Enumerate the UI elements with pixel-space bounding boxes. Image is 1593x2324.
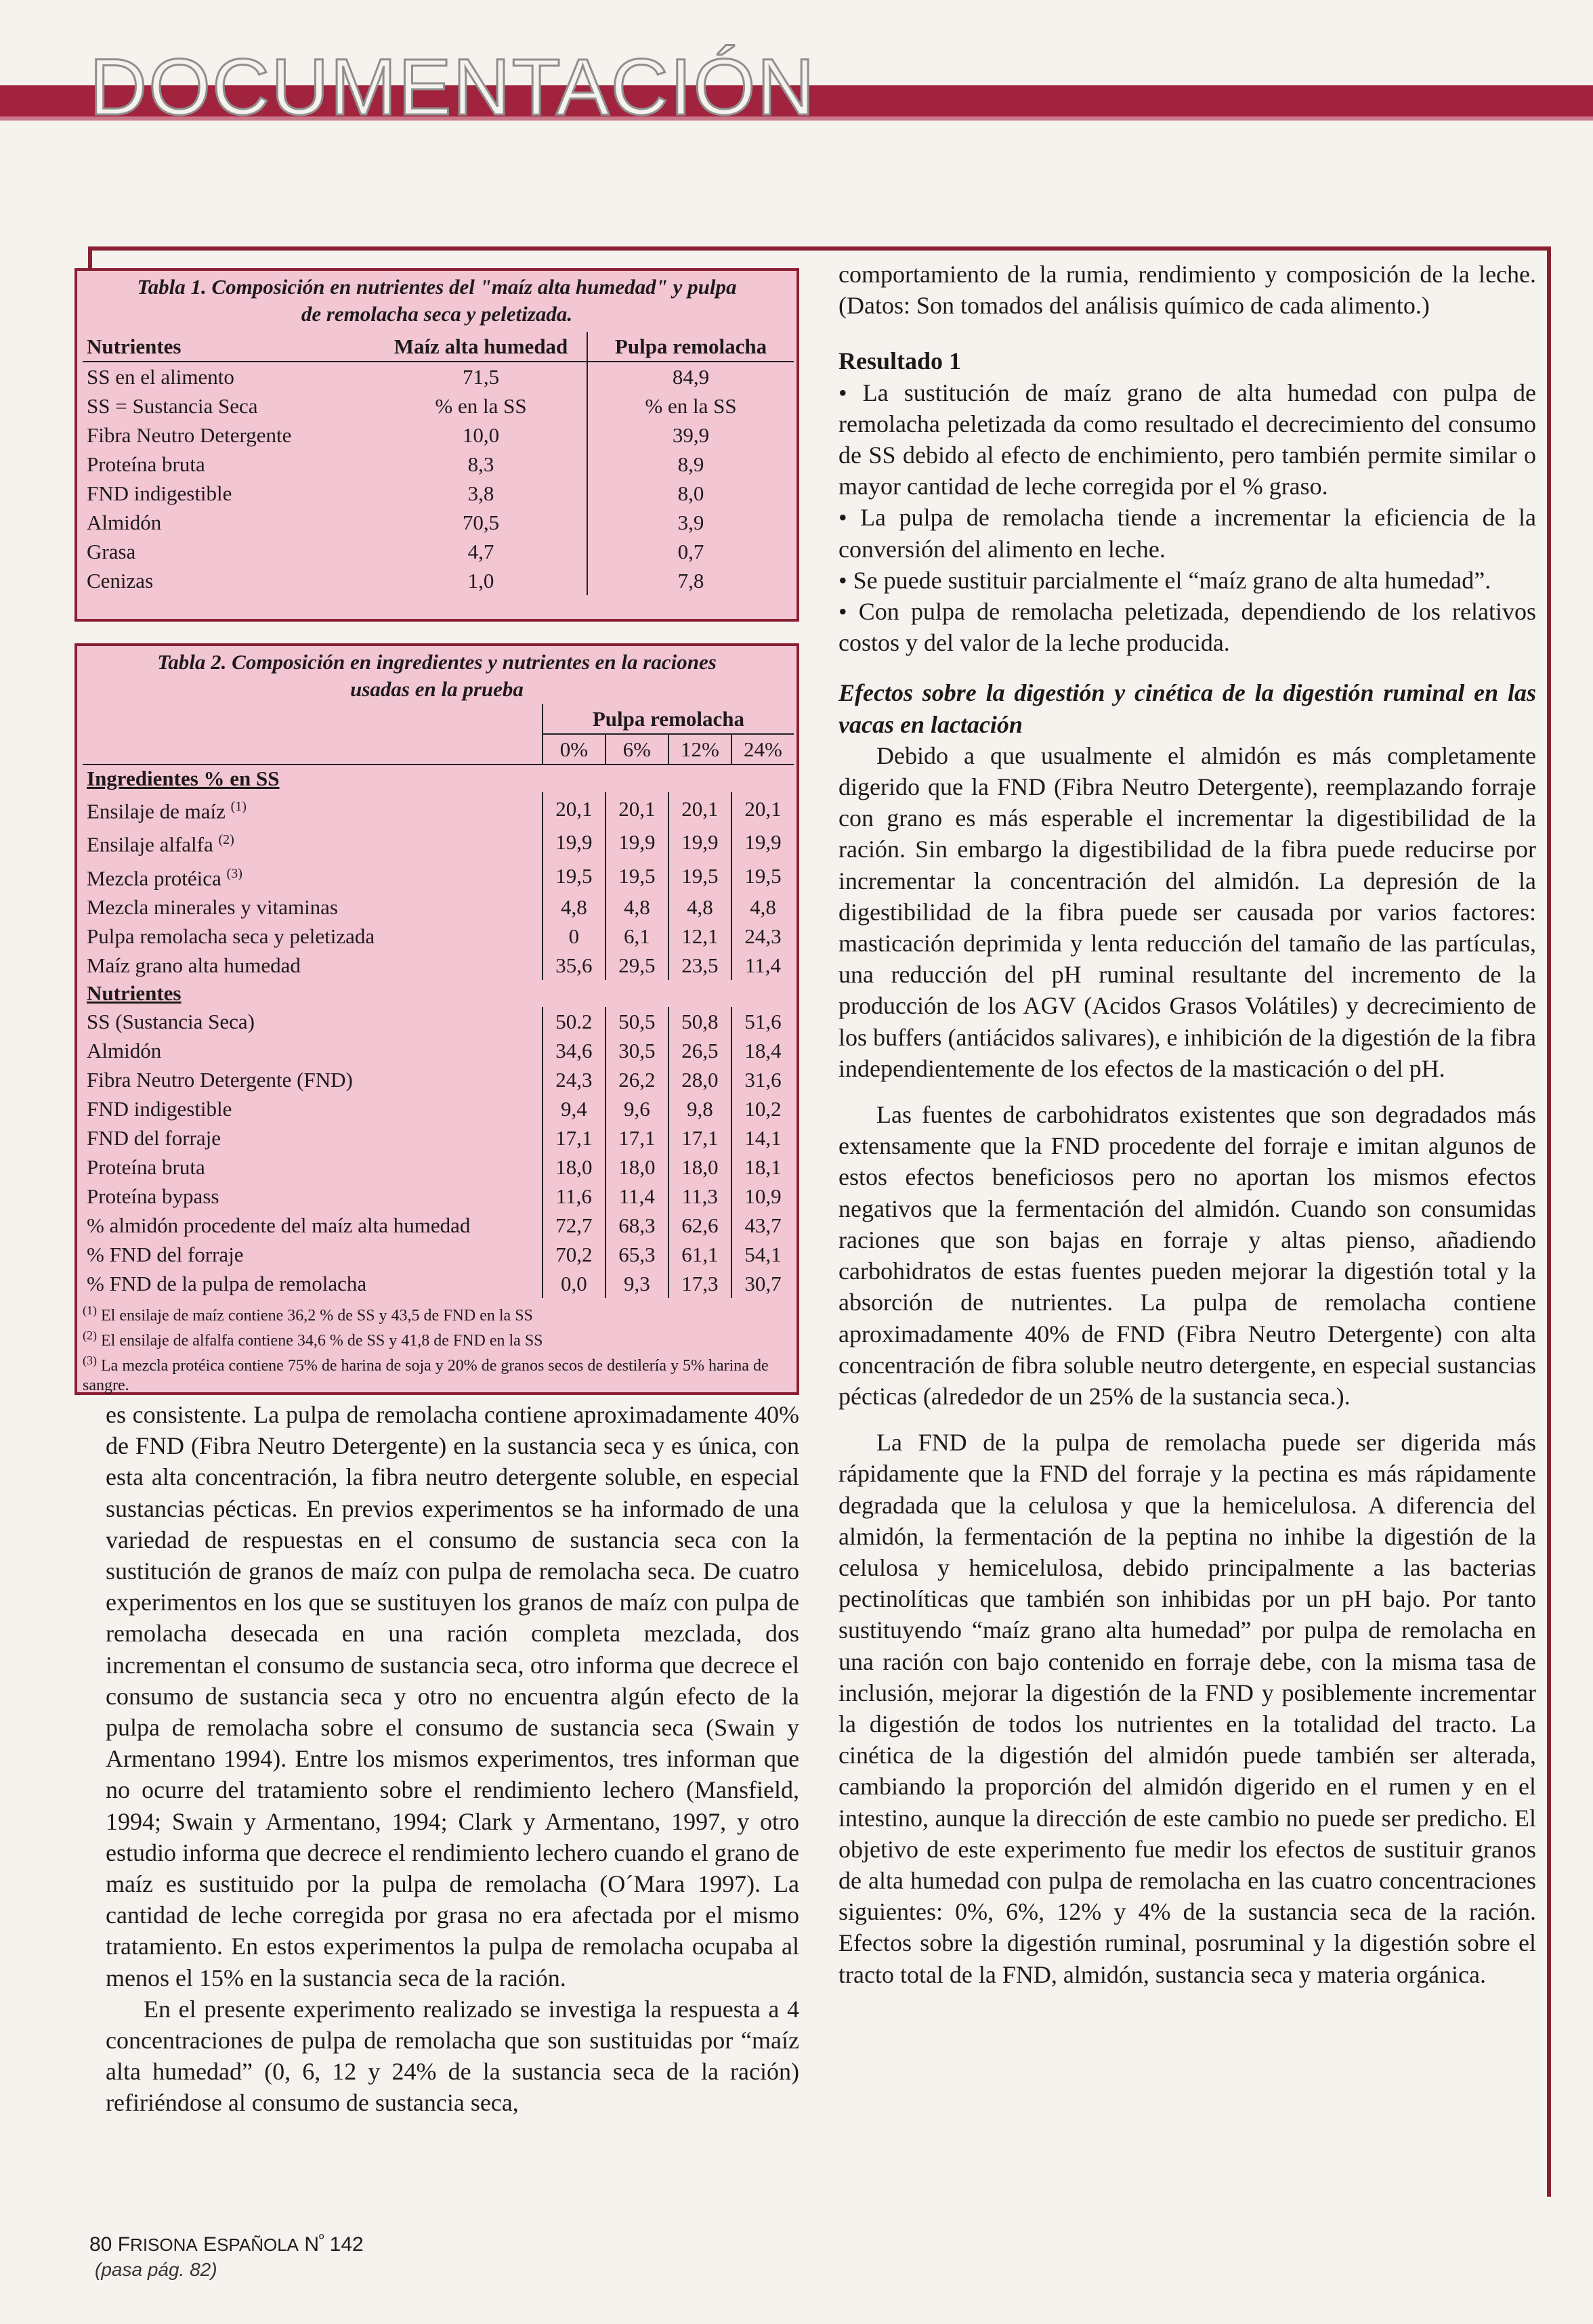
table-cell: 8,3 <box>467 452 494 476</box>
footnote-mark: (1) <box>230 799 247 814</box>
table-cell: 17,1 <box>543 1123 606 1153</box>
table-cell: 10,0 <box>462 423 500 447</box>
table-cell: 39,9 <box>587 421 794 450</box>
table-cell: 11,4 <box>606 1182 668 1211</box>
table-cell: 7,8 <box>587 566 794 595</box>
issue-part: º <box>319 2232 324 2247</box>
table-cell: 26,2 <box>606 1065 668 1094</box>
table-2-ingredients <box>83 792 794 980</box>
bullet-text: La sustitución de maíz grano de alta humedad con pulpa de remolacha peletizada da como resultado el decrecimiento del consumo de SS debido al efecto de enchimiento, pero también permite similar o mayor cantidad de leche corregida por el % graso. <box>838 379 1536 500</box>
table-cell: 18,4 <box>731 1036 794 1065</box>
table-row <box>83 825 794 859</box>
table-cell: 19,5 <box>606 859 668 892</box>
table-cell: 14,1 <box>731 1123 794 1153</box>
table-1-header: Nutrientes <box>87 335 182 358</box>
table-2-caption-line: Tabla 2. Composición en ingredientes y nutrientes en la raciones <box>157 650 717 674</box>
table-cell: 61,1 <box>668 1240 731 1269</box>
table-cell: 0,0 <box>543 1269 606 1298</box>
table-1-header: Pulpa remolacha <box>587 332 794 362</box>
table-cell: 18,0 <box>668 1153 731 1182</box>
table-cell: 62,6 <box>668 1211 731 1240</box>
table-cell-label: Almidón <box>87 1038 162 1062</box>
bullet-item <box>838 596 1536 658</box>
table-cell-label: Ensilaje de maíz $^{(1)}$ <box>87 799 247 823</box>
table-row <box>83 1240 794 1269</box>
table-row <box>83 1094 794 1123</box>
footnote-mark: (3) <box>83 1353 97 1367</box>
bullet-item <box>838 377 1536 502</box>
table-row <box>83 362 794 391</box>
footnote-mark: (2) <box>218 832 234 848</box>
magazine-name-part: F <box>117 2233 131 2256</box>
table-cell-label: Maíz grano alta humedad <box>87 953 301 977</box>
table-cell: 19,5 <box>668 859 731 892</box>
table-cell-label: FND indigestible <box>87 481 232 505</box>
table-cell-label: Grasa <box>87 540 136 563</box>
table-cell: 0 <box>543 922 606 951</box>
table-cell-label: Almidón <box>87 511 162 534</box>
table-1-body <box>83 362 794 595</box>
table-cell: 51,6 <box>731 1007 794 1036</box>
bullet-icon: • <box>838 379 863 406</box>
footnote-mark: (1) <box>83 1303 97 1317</box>
table-cell: 4,8 <box>606 892 668 922</box>
table-cell-label: Mezcla protéica $^{(3)}$ <box>87 865 242 890</box>
table-row <box>83 479 794 508</box>
table-note <box>83 1301 791 1326</box>
table-2-caption <box>83 649 791 703</box>
table-cell: 18,0 <box>543 1153 606 1182</box>
result-bullets <box>838 377 1536 659</box>
section-title: DOCUMENTACIÓN <box>89 43 816 132</box>
table-1-header: Maíz alta humedad <box>394 335 568 358</box>
table-2 <box>75 643 799 1395</box>
table-cell: 9,6 <box>606 1094 668 1123</box>
table-cell: 0,7 <box>587 537 794 566</box>
table-2-section-title: Ingredientes % en SS <box>87 767 280 790</box>
bullet-icon: • <box>838 598 859 626</box>
table-row <box>83 892 794 922</box>
section-subhead: Efectos sobre la digestión y cinética de la digestión ruminal en las vacas en lactación <box>838 679 1536 738</box>
table-cell: 20,1 <box>731 792 794 825</box>
bullet-icon: • <box>838 504 861 532</box>
table-cell: 19,9 <box>543 825 606 859</box>
table-note-text: La mezcla protéica contiene 75% de harina de soja y 20% de granos secos de destilería y 5% harina de sangre. <box>83 1356 769 1394</box>
table-row <box>83 1211 794 1240</box>
page-footer <box>89 2232 364 2256</box>
table-cell: 54,1 <box>731 1240 794 1269</box>
table-row <box>83 1065 794 1094</box>
table-cell: 12,1 <box>668 922 731 951</box>
page-number: 80 <box>89 2233 112 2256</box>
table-row <box>83 508 794 537</box>
bullet-text: Se puede sustituir parcialmente el “maíz grano de alta humedad”. <box>853 566 1491 594</box>
table-cell-label: % FND de la pulpa de remolacha <box>87 1271 367 1295</box>
table-cell: 17,1 <box>606 1123 668 1153</box>
table-cell: 3,8 <box>467 481 494 505</box>
table-cell-label: % almidón procedente del maíz alta humedad <box>87 1213 471 1237</box>
paragraph: La FND de la pulpa de remolacha puede ser digerida más rápidamente que la FND del forraje y la pectina es más rápidamente degradada que la celulosa y que la hemicelulosa. A diferencia del almidón, la fermentación de la peptina no inhibe la digestión de la celulosa y hemicelulosa, debido principalmente a las bacterias pectinolíticas que también son inhibidas por un pH bajo. Por tanto sustituyendo “maíz grano alta humedad” por pulpa de remolacha en una ración con bajo contenido en forraje debe, con la misma tasa de inclusión, mejorar la digestión de la FND y posiblemente incrementar la digestión de todos los nutrientes en la totalidad del tracto. La cinética de la digestión del almidón puede también ser alterada, cambiando la proporción del almidón digerido en el rumen y en el intestino, aunque la dirección de este cambio no puede ser predicho. El objetivo de este experimento fue medir los efectos de sustituir granos de alta humedad con pulpa de remolacha en las cuatro concentraciones siguientes: 0%, 6%, 12% y 4% de la sustancia seca de la ración. Efectos sobre la digestión ruminal, posruminal y la digestión sobre el tracto total de la FND, almidón, sustancia seca y materia orgánica. <box>838 1429 1536 1988</box>
table-cell: 30,5 <box>606 1036 668 1065</box>
table-cell: 9,4 <box>543 1094 606 1123</box>
table-cell: 17,3 <box>668 1269 731 1298</box>
magazine-name-part: RISONA <box>130 2235 198 2255</box>
table-cell: 19,5 <box>731 859 794 892</box>
table-cell: 20,1 <box>606 792 668 825</box>
table-row <box>83 1269 794 1298</box>
table-note <box>83 1326 791 1351</box>
table-cell: 1,0 <box>467 569 494 593</box>
table-2-section-title: Nutrientes <box>87 981 182 1005</box>
table-cell: 29,5 <box>606 951 668 980</box>
table-cell: 50,5 <box>606 1007 668 1036</box>
paragraph: comportamiento de la rumia, rendimiento y composición de la leche. (Datos: Son tomados del análisis químico de cada alimento.) <box>838 261 1536 320</box>
table-cell: % en la SS <box>587 391 794 421</box>
table-cell-label: Fibra Neutro Detergente (FND) <box>87 1067 353 1092</box>
table-cell: 30,7 <box>731 1269 794 1298</box>
table-cell-label: Fibra Neutro Detergente <box>87 423 292 447</box>
table-cell: 8,9 <box>587 450 794 479</box>
table-cell-label: Pulpa remolacha seca y peletizada <box>87 924 375 948</box>
magazine-name-part: SPAÑOLA <box>217 2235 299 2255</box>
table-cell: 65,3 <box>606 1240 668 1269</box>
issue-number: 142 <box>324 2233 364 2256</box>
table-note <box>83 1351 791 1396</box>
table-1 <box>75 268 799 622</box>
table-cell: 31,6 <box>731 1065 794 1094</box>
table-note-text: El ensilaje de maíz contiene 36,2 % de SS y 43,5 de FND en la SS <box>97 1306 533 1325</box>
magazine-name <box>118 2233 364 2256</box>
table-cell: 10,9 <box>731 1182 794 1211</box>
bullet-text: La pulpa de remolacha tiende a incrementar la eficiencia de la conversión del alimento en leche. <box>838 504 1537 563</box>
table-row <box>83 951 794 980</box>
table-cell: 11,4 <box>731 951 794 980</box>
table-cell-label: Ensilaje alfalfa $^{(2)}$ <box>87 832 234 857</box>
table-1-caption <box>83 274 791 328</box>
table-cell: 20,1 <box>543 792 606 825</box>
table-row <box>83 859 794 892</box>
table-cell-label: FND indigestible <box>87 1096 232 1121</box>
table-cell: 35,6 <box>543 951 606 980</box>
table-cell-label: Cenizas <box>87 569 154 593</box>
table-cell: 26,5 <box>668 1036 731 1065</box>
table-cell-label: SS = Sustancia Seca <box>87 394 258 418</box>
paragraph: En el presente experimento realizado se investiga la respuesta a 4 concentraciones de pulpa de remolacha que son sustituidas por “maíz alta humedad” (0, 6, 12 y 24% de la sustancia seca de la ración) refiriéndose al consumo de sustancia seca, <box>106 1995 799 2117</box>
table-cell: 6,1 <box>606 922 668 951</box>
table-cell: 19,9 <box>606 825 668 859</box>
table-cell: 43,7 <box>731 1211 794 1240</box>
table-cell-label: Proteína bypass <box>87 1184 219 1208</box>
table-cell: 70,2 <box>543 1240 606 1269</box>
table-note-text: El ensilaje de alfalfa contiene 34,6 % de SS y 41,8 de FND en la SS <box>97 1331 543 1350</box>
table-2-col-header: 6% <box>606 734 668 765</box>
table-2-col-header: 12% <box>668 734 731 765</box>
table-cell: 19,9 <box>731 825 794 859</box>
bullet-text: Con pulpa de remolacha peletizada, dependiendo de los relativos costos y del valor de la leche producida. <box>838 598 1536 657</box>
table-cell-label: Proteína bruta <box>87 452 205 476</box>
table-cell-label: SS (Sustancia Seca) <box>87 1009 255 1033</box>
table-cell: 19,9 <box>668 825 731 859</box>
table-cell: 84,9 <box>587 362 794 391</box>
table-row <box>83 1036 794 1065</box>
table-row <box>83 1007 794 1036</box>
table-cell: 10,2 <box>731 1094 794 1123</box>
magazine-name-part: E <box>197 2233 217 2256</box>
table-cell: 4,8 <box>668 892 731 922</box>
table-cell: 34,6 <box>543 1036 606 1065</box>
table-cell: 28,0 <box>668 1065 731 1094</box>
table-cell: 9,8 <box>668 1094 731 1123</box>
bullet-icon: • <box>838 566 853 594</box>
paragraph: Debido a que usualmente el almidón es más completamente digerido que la FND (Fibra Neutro Detergente), reemplazando forraje con grano es más esperable el incrementar la digestibilidad de la ración. Sin embargo la digestibilidad de la fibra puede reducirse por incrementar la concentración del almidón. La depresión de la digestibilidad de la fibra puede ser causada por varios factores: masticación deprimida y lenta reducción del tamaño de las partículas, una reducción del pH ruminal resultante del incremento de la producción de los AGV (Acidos Grasos Volátiles) y decrecimiento de los buffers (antiácidos salivares), e inhibición de la digestión de la fibra independientemente de los efectos de la masticación o del pH. <box>838 741 1536 1082</box>
table-2-col-header: 0% <box>543 734 606 765</box>
paragraph: Las fuentes de carbohidratos existentes que son degradados más extensamente que la FND procedente del forraje e imitan algunos de estos efectos beneficiosos pero no aportan los mismos efectos negativos que la fermentación del almidón. Cuando son consumidas raciones que son bajas en forraje y altas pienso, añadiendo carbohidratos de estas fuentes pueden mejorar la digestión total y la absorción de nutrientes. La pulpa de remolacha contiene aproximadamente 40% de FND (Fibra Neutro Detergente) con alta concentración de fibra soluble neutro detergente, en especial sustancias pécticas (alrededor de un 25% de la sustancia seca.). <box>838 1101 1536 1410</box>
table-cell: 4,8 <box>543 892 606 922</box>
table-row <box>83 1153 794 1182</box>
table-cell-label: FND del forraje <box>87 1125 221 1150</box>
table-cell-label: % FND del forraje <box>87 1242 244 1266</box>
right-column <box>838 259 1536 1990</box>
paragraph: es consistente. La pulpa de remolacha contiene aproximadamente 40% de FND (Fibra Neutro Detergente) en la sustancia seca y es única, con esta alta concentración, la fibra neutro detergente soluble, en especial sustancias pécticas. En previos experimentos se ha informado de una variedad de respuestas en el consumo de sustancia seca con la sustitución de granos de maíz con pulpa de remolacha seca. De cuatro experimentos en los que se sustituyen los granos de maíz con pulpa de remolacha desecada en una ración completa mezclada, dos incrementan el consumo de sustancia seca, otro informa que decrece el consumo de sustancia seca y otro no encuentra algún efecto de la pulpa de remolacha sobre el consumo de sustancia seca (Swain y Armentano 1994). Entre los mismos experimentos, tres informan que no ocurre del tratamiento sobre el rendimiento lechero (Mansfield, 1994; Swain y Armentano, 1994; Clark y Armentano, 1997, y otro estudio informa que decrece el rendimiento lechero cuando el grano de maíz es sustituido por la pulpa de remolacha (O´Mara 1997). La cantidad de leche corregida por grasa no era afectada por el mismo tratamiento. En estos experimentos la pulpa de remolacha ocupaba al menos el 15% en la sustancia seca de la ración. <box>106 1401 799 1992</box>
table-cell: 23,5 <box>668 951 731 980</box>
continued-note: (pasa pág. 82) <box>95 2259 217 2280</box>
result-title: Resultado 1 <box>838 347 962 375</box>
table-2-group-header: Pulpa remolacha <box>543 704 794 734</box>
table-1-grid <box>83 332 794 595</box>
table-row <box>83 922 794 951</box>
table-cell: 20,1 <box>668 792 731 825</box>
table-cell-label: SS en el alimento <box>87 365 234 389</box>
table-1-caption-line: de remolacha seca y peletizada. <box>301 302 573 326</box>
table-2-grid <box>83 704 794 1298</box>
footnote-mark: (3) <box>226 865 242 881</box>
table-cell: 18,0 <box>606 1153 668 1182</box>
table-cell: 72,7 <box>543 1211 606 1240</box>
left-column <box>106 1399 799 2119</box>
table-cell: 8,0 <box>587 479 794 508</box>
table-cell: 18,1 <box>731 1153 794 1182</box>
table-cell: 9,3 <box>606 1269 668 1298</box>
table-2-notes <box>83 1301 791 1396</box>
table-1-caption-line: Tabla 1. Composición en nutrientes del "maíz alta humedad" y pulpa <box>137 275 737 299</box>
issue-part: N <box>299 2233 319 2256</box>
table-row <box>83 566 794 595</box>
frame-right-rule <box>1547 246 1551 2197</box>
footnote-mark: (2) <box>83 1328 97 1342</box>
table-cell: 50,8 <box>668 1007 731 1036</box>
table-cell: 17,1 <box>668 1123 731 1153</box>
table-cell: 68,3 <box>606 1211 668 1240</box>
table-2-caption-line: usadas en la prueba <box>350 677 524 701</box>
table-cell: 71,5 <box>462 365 500 389</box>
bullet-item <box>838 565 1536 596</box>
table-cell: 4,7 <box>467 540 494 563</box>
table-row <box>83 792 794 825</box>
table-cell: 11,3 <box>668 1182 731 1211</box>
table-cell: 11,6 <box>543 1182 606 1211</box>
table-cell: 70,5 <box>462 511 500 534</box>
table-2-col-header: 24% <box>731 734 794 765</box>
table-cell-label: Mezcla minerales y vitaminas <box>87 895 339 919</box>
table-cell: 4,8 <box>731 892 794 922</box>
table-cell: 19,5 <box>543 859 606 892</box>
table-row <box>83 450 794 479</box>
table-cell: 50.2 <box>543 1007 606 1036</box>
bullet-item <box>838 502 1536 564</box>
table-row <box>83 391 794 421</box>
table-2-nutrients <box>83 1007 794 1298</box>
table-row <box>83 1182 794 1211</box>
table-cell-label: Proteína bruta <box>87 1155 205 1179</box>
table-row <box>83 537 794 566</box>
table-cell: 24,3 <box>543 1065 606 1094</box>
table-cell: 24,3 <box>731 922 794 951</box>
table-cell: 3,9 <box>587 508 794 537</box>
table-row <box>83 421 794 450</box>
table-cell: % en la SS <box>435 394 527 418</box>
frame-top-rule <box>88 246 1551 251</box>
table-row <box>83 1123 794 1153</box>
